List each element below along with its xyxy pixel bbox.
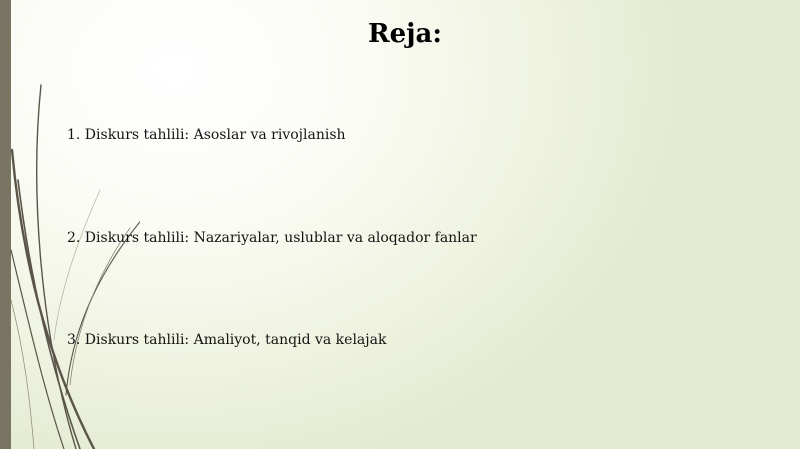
grass-decoration-icon bbox=[0, 0, 140, 449]
agenda-item-1: 1. Diskurs tahlili: Asoslar va rivojlanish bbox=[67, 127, 346, 143]
agenda-item-2: 2. Diskurs tahlili: Nazariyalar, uslublar va aloqador fanlar bbox=[67, 230, 477, 246]
agenda-item-3: 3. Diskurs tahlili: Amaliyot, tanqid va kelajak bbox=[67, 332, 387, 348]
slide-title: Reja: bbox=[367, 19, 442, 49]
